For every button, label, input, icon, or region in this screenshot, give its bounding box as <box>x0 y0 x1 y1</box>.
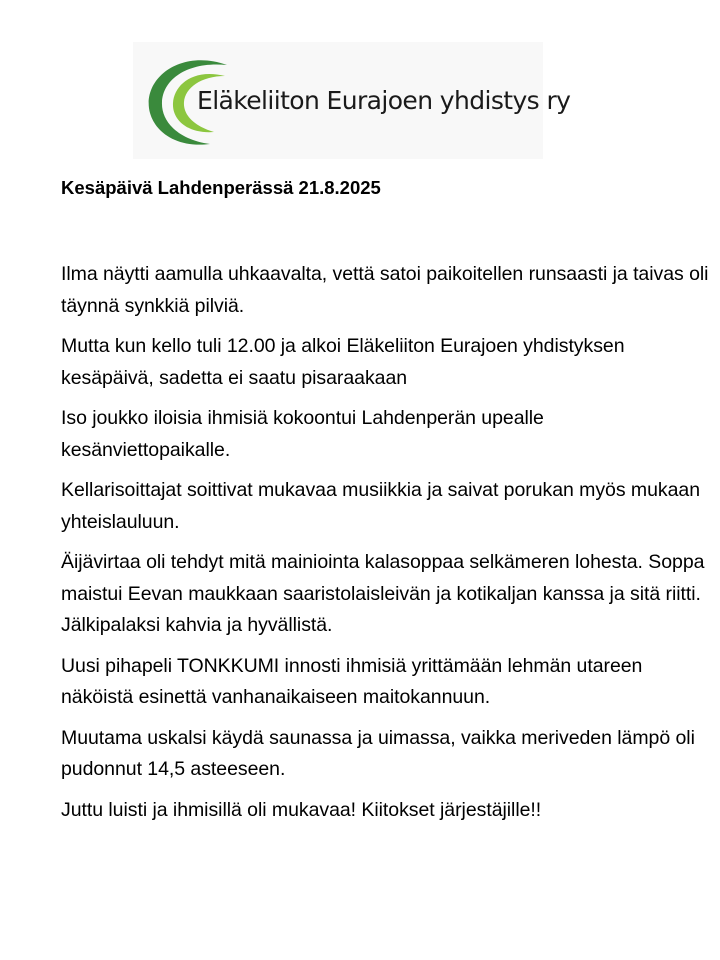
article-paragraph: Muutama uskalsi käydä saunassa ja uimassa, vaikka meriveden lämpö oli pudonnut 14,5 asteeseen. <box>61 726 695 780</box>
article-paragraph: Äijävirtaa oli tehdyt mitä mainiointa kalasoppaa selkämeren lohesta. Soppa maistui Eevan maukkaan saaristolaisleivän ja kotikaljan kanssa ja sitä riitti. Jälkipalaksi kahvia ja hyvällistä. <box>61 551 705 636</box>
organization-logo <box>133 42 571 159</box>
article-paragraph: Kellarisoittajat soittivat mukavaa musiikkia ja saivat porukan myös mukaan yhteislauluun. <box>61 479 700 533</box>
article-paragraph: Juttu luisti ja ihmisillä oli mukavaa! Kiitokset järjestäjille!! <box>61 798 542 821</box>
article-paragraph: Ilma näytti aamulla uhkaavalta, vettä satoi paikoitellen runsaasti ja taivas oli täynnä synkkiä pilviä. <box>61 263 709 317</box>
article-paragraph: Uusi pihapeli TONKKUMI innosti ihmisiä yrittämään lehmän utareen näköistä esinettä vanhanaikaiseen maitokannuun. <box>61 654 643 708</box>
article-body <box>61 259 711 835</box>
article-paragraph: Mutta kun kello tuli 12.00 ja alkoi Eläkeliiton Eurajoen yhdistyksen kesäpäivä, sadetta ei saatu pisaraakaan <box>61 335 625 389</box>
article-paragraph: Iso joukko iloisia ihmisiä kokoontui Lahdenperän upealle kesänviettopaikalle. <box>61 407 544 461</box>
organization-name: Eläkeliiton Eurajoen yhdistys ry <box>197 86 571 115</box>
article-title: Kesäpäivä Lahdenperässä 21.8.2025 <box>61 177 381 198</box>
